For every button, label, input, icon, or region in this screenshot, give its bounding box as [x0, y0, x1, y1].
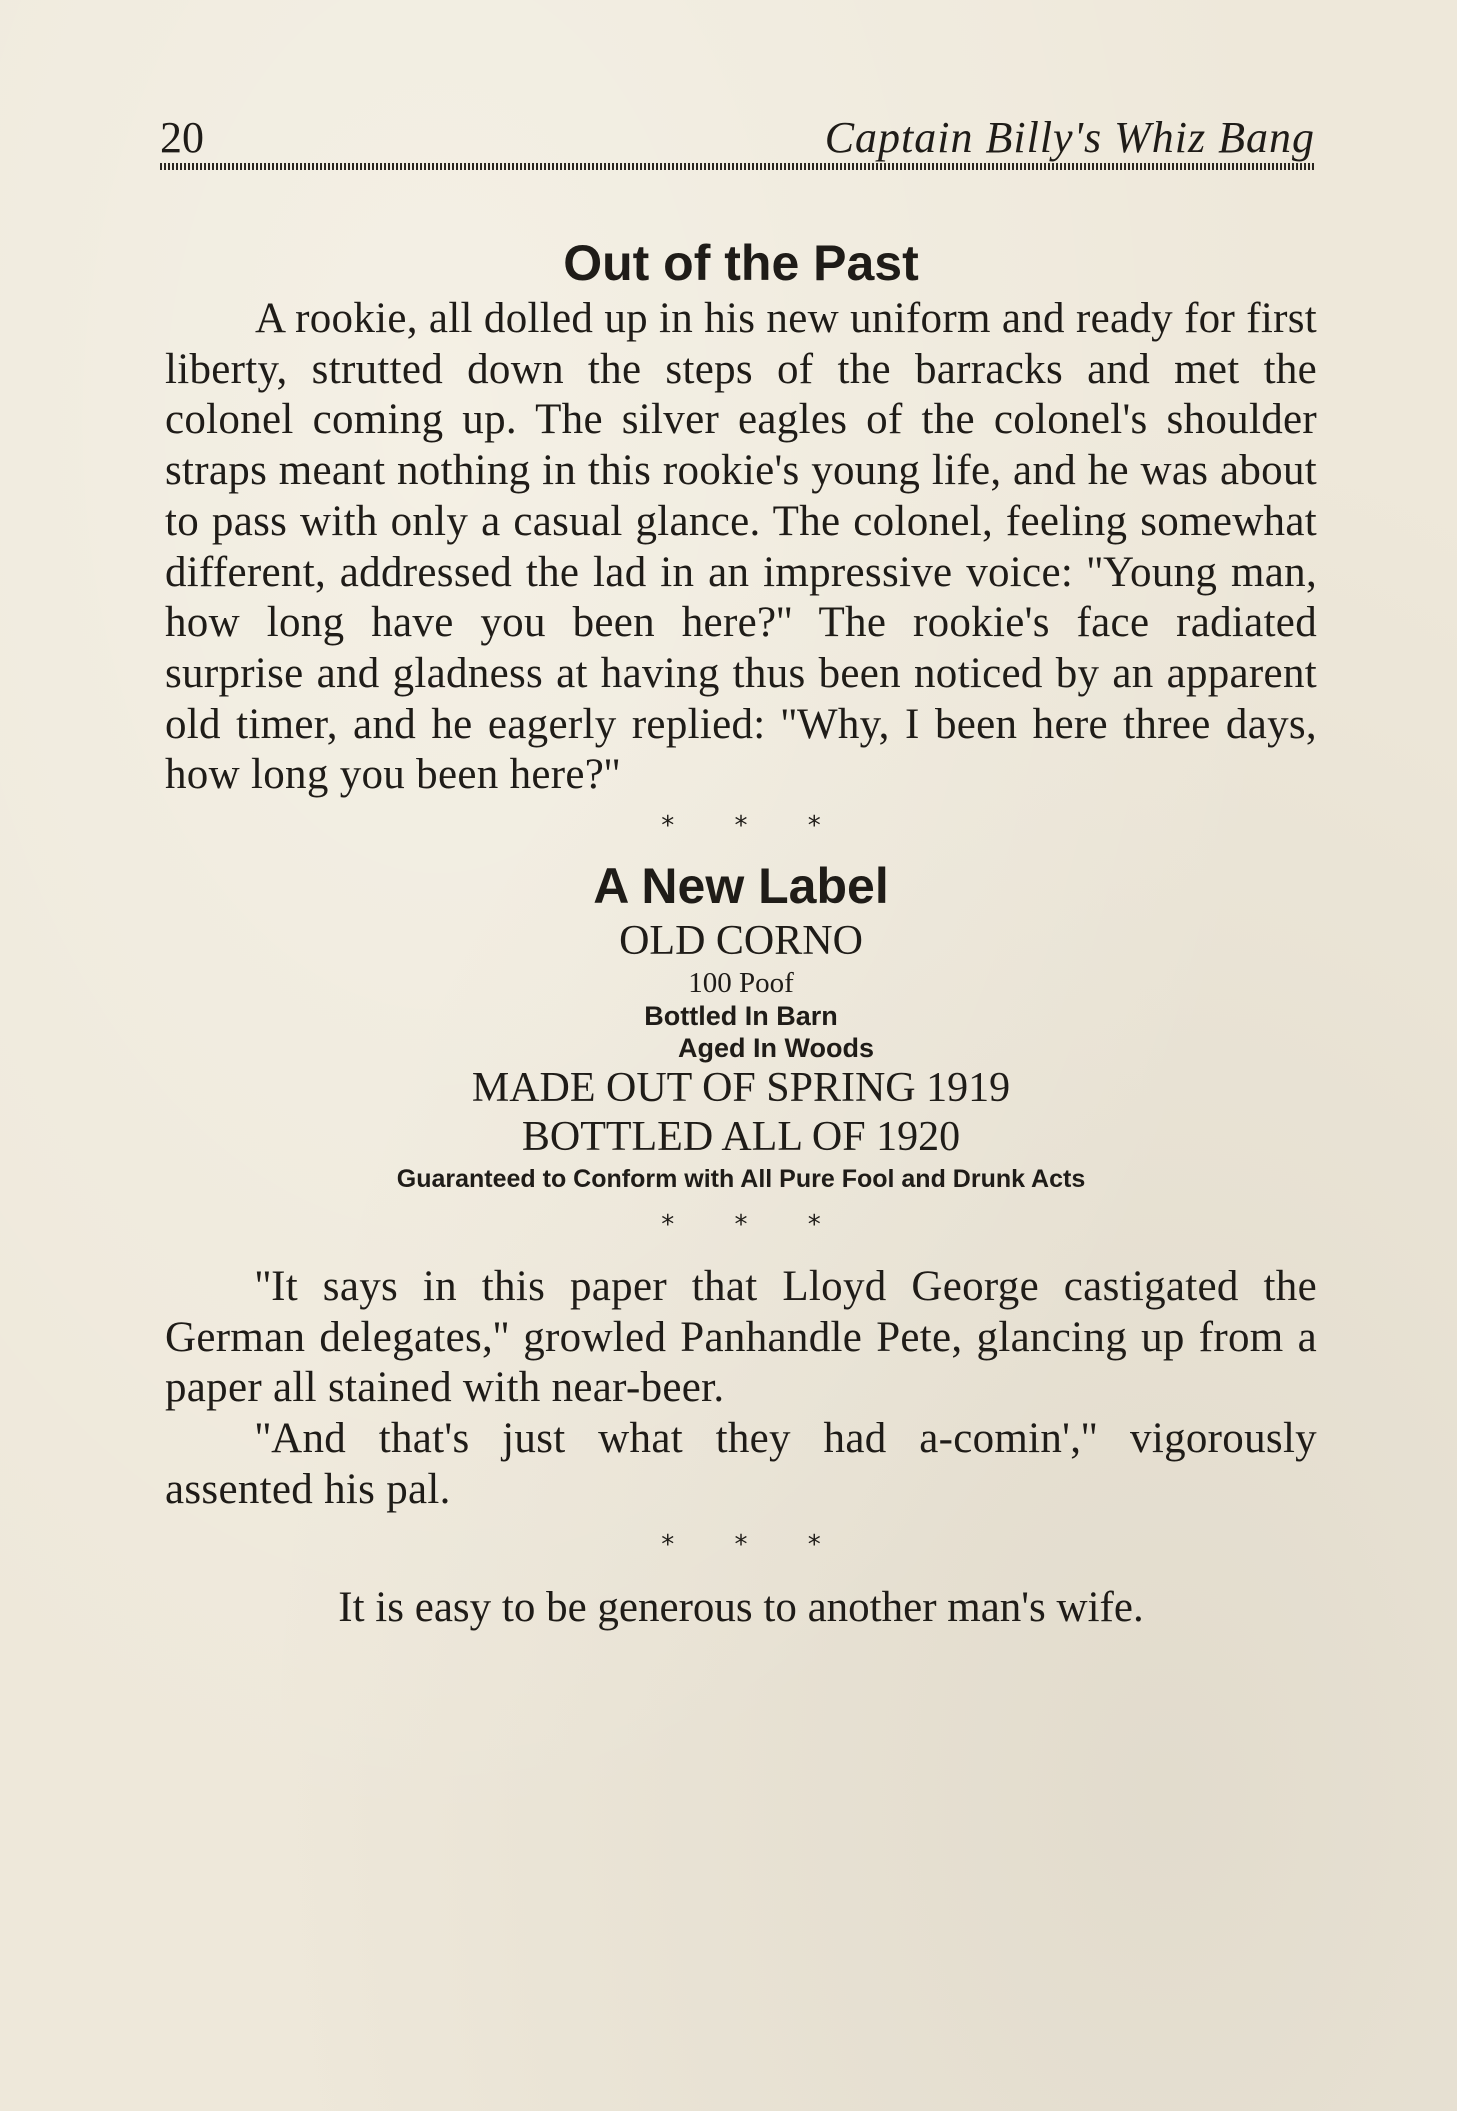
separator-1: * * * — [661, 811, 821, 842]
article-title-out-of-the-past: Out of the Past — [563, 235, 919, 291]
label-proof: 100 Poof — [688, 967, 794, 1000]
separator-3: * * * — [661, 1529, 821, 1560]
label-made: MADE OUT OF SPRING 1919 — [471, 1065, 1011, 1112]
label-brand: OLD CORNO — [619, 918, 863, 965]
label-guarantee: Guaranteed to Conform with All Pure Fool and Drunk Acts — [396, 1165, 1086, 1194]
body-column — [165, 232, 1317, 1634]
label-aged-in: Aged In Woods — [678, 1033, 874, 1064]
separator-2: * * * — [661, 1210, 821, 1241]
article-paragraph-pal: ''And that's just what they had a-comin','' vigorously assented his pal. — [165, 1415, 1317, 1513]
article-title-a-new-label: A New Label — [593, 858, 889, 915]
running-title: Captain Billy's Whiz Bang — [824, 113, 1315, 162]
epigram: It is easy to be generous to another man's wife. — [338, 1583, 1144, 1631]
article-paragraph-panhandle: ''It says in this paper that Lloyd George castigated the German delegates,'' growled Panhandle Pete, glancing up from a paper all stained with near-beer. — [165, 1263, 1317, 1412]
page-number: 20 — [160, 113, 204, 162]
page-header — [160, 108, 1315, 168]
article-body-out-of-the-past: A rookie, all dolled up in his new uniform and ready for first liberty, strutted down the steps of the barracks and met the colonel coming up. The silver eagles of the colonel's shoulder straps meant nothing in this rookie's young life, and he was about to pass with only a casual glance. The colonel, feeling somewhat different, addressed the lad in an impressive voice: ''Young man, how long have you been here?'' The rookie's face radiated surprise and gladness at having thus been noticed by an apparent old timer, and he eagerly replied: ''Why, I been here three days, how long you been here?'' — [165, 295, 1317, 799]
label-bottled-in: Bottled In Barn — [644, 1001, 838, 1032]
label-bottled-all: BOTTLED ALL OF 1920 — [521, 1114, 961, 1161]
header-rule — [160, 163, 1315, 170]
